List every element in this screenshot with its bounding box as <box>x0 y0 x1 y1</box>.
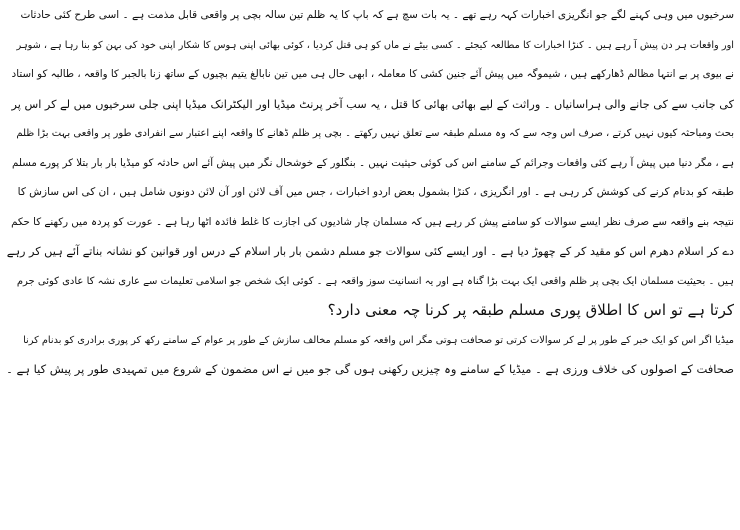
text-line: سرخیوں میں وہی کہنے لگے جو انگریزی اخبارات کہہ رہے تھے ۔ یہ بات سچ ہے کہ باپ کا یہ ظلم تین سالہ بچی پر واقعی قابل مذمت ہے ۔ اسی طرح کئی حادثات <box>20 9 734 21</box>
paragraph-1 <box>6 1 734 326</box>
text-line: طبقہ کو بدنام کرنے کی کوشش کر رہی ہے ۔ اور انگریزی ، کنڑا بشمول بعض اردو اخبارات ، جس میں آف لائن اور آن لائن دونوں شامل ہیں ، ان کی اس سازش کا <box>17 186 734 198</box>
text-line: کرتا ہے تو اس کا اطلاق پوری مسلم طبقہ پر کرنا چہ معنی دارد؟ <box>327 301 734 319</box>
text-line: ہے ، مگر دنیا میں پیش آ رہے کئی واقعات وجرائم کے سامنے اس کی کوئی حیثیت نہیں ۔ بنگلور کے خوشحال نگر میں پیش آئے اس حادثہ کو میڈیا بار بار بتلا کر پورے مسلم <box>12 156 734 169</box>
text-line: صحافت کے اصولوں کی خلاف ورزی ہے ۔ میڈیا کے سامنے وہ چیزیں رکھنی ہوں گی جو میں نے اس مضمون کے شروع میں تمہیدی طور پر پیش کیا ہے ۔ <box>6 362 734 376</box>
text-line: کی جانب سے کی جانے والی ہراسانیاں ۔ وراثت کے لیے بھائی بھائی کا قتل ، یہ سب آخر پرنٹ میڈیا اور الیکٹرانک میڈیا اپنی جلی سرخیوں میں لے کر اس پر <box>11 97 734 111</box>
paragraph-2 <box>6 326 734 385</box>
text-line: نے بیوی پر بے انتہا مظالم ڈھارکھے ہیں ، شیموگہ میں پیش آئے جنین کشی کا معاملہ ، ابھی حال ہی میں تین نابالغ یتیم بچیوں کے ساتھ زنا بالجبر کا واقعہ ، طالبہ کو استاد <box>11 68 734 80</box>
text-line: میڈیا اگر اس کو ایک خبر کے طور پر لے کر سوالات کرتی تو صحافت ہوتی مگر اس واقعہ کو مسلم مخالف سازش کے طور پر عوام کے سامنے رکھ کر پوری برادری کو بدنام کرنا <box>23 334 734 346</box>
text-line: ہیں ۔ بحیثیت مسلمان ایک بچی پر ظلم واقعی ایک بہت بڑا گناہ ہے اور یہ انسانیت سوز واقعہ ہے ۔ کوئی ایک شخص جو اسلامی تعلیمات سے عاری نشہ کا عادی کوئی جرم <box>16 275 734 287</box>
text-line: نتیجہ بنے واقعہ سے صرف نظر ایسے سوالات کو سامنے پیش کر رہے ہیں کہ مسلمان چار شادیوں کی اجازت کا غلط فائدہ اٹھا رہا ہے ۔ عورت کو پردہ میں رکھنے کا حکم <box>11 215 734 228</box>
article-body <box>6 1 734 385</box>
text-line: اور واقعات ہر دن پیش آ رہے ہیں ۔ کنڑا اخبارات کا مطالعہ کیجئے ۔ کسی بیٹے نے ماں کو ہی قتل کردیا ، کوئی بھائی اپنی ہوس کا شکار اپنی خود کی بہن کو بنا رہا ہے ، شوہر <box>16 39 734 51</box>
text-line: بحث ومباحثہ کیوں نہیں کرتے ، صرف اس وجہ سے کہ وہ مسلم طبقہ سے تعلق نہیں رکھتے ۔ بچی پر ظلم ڈھانے کا واقعہ اپنے اعتبار سے انفرادی طور پر واقعی بہت بڑا ظلم <box>16 128 734 139</box>
text-line: دے کر اسلام دھرم اس کو مقید کر کے چھوڑ دیا ہے ۔ اور ایسے کئی سوالات جو مسلم دشمن بار بار اسلام کے درس اور قوانین کو نشانہ بناتے آئے ہیں کر رہے <box>6 245 734 258</box>
